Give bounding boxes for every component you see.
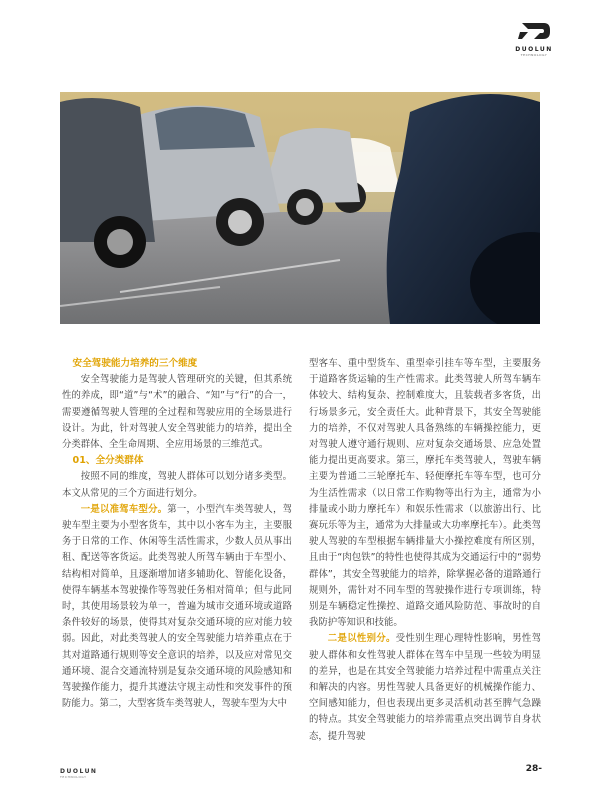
vehicle-type-text: 第一，小型汽车类驾驶人，驾驶车型主要为小型客货车，其中以小客车为主，主要服务于日常的工作、休闲等生活性需求，少数人员从事出租、配送等客货运。此类驾驶人所驾车辆由于车型小、结构相对简单，且逐渐增加诸多辅助化、智能化设备，使得车辆基本驾驶操作等驾驶任务相对简单；但与此同时，其使用场景较为单一，普遍为城市交通环境或道路条件较好的场景，使得其对复杂交通环境的应对能力较弱。因此，对此类驾驶人的安全驾驶能力培养重点在于其对道路通行规则等安全意识的培养，以及应对常见交通环境、混合交通流特别是复杂交通环境的风险感知和驾驶操作能力，提升其遵法守规主动性和突发事件的预防能力。第二，大型客货车类驾驶人，驾驶车型为大中 bbox=[62, 503, 292, 710]
parking-lot-cars-icon bbox=[60, 92, 540, 324]
page-footer bbox=[0, 758, 600, 800]
section1-paragraph-2 bbox=[62, 502, 292, 713]
page-number: 28- bbox=[525, 764, 542, 774]
section1-title: 01、全分类群体 bbox=[72, 455, 144, 467]
brand-logo-icon bbox=[514, 20, 554, 46]
brand-logo-top bbox=[510, 20, 558, 57]
section1-paragraph-1: 按照不同的维度，驾驶人群体可以划分诸多类型。本文从常见的三个方面进行划分。 bbox=[62, 471, 292, 499]
brand-name: DUOLUN bbox=[515, 46, 553, 53]
article-column-right bbox=[309, 356, 541, 745]
hero-image bbox=[60, 92, 540, 324]
col2-paragraph-2 bbox=[309, 631, 541, 744]
vehicle-type-highlight: 一是以准驾车型分。 bbox=[80, 503, 168, 515]
article-column-left bbox=[62, 356, 292, 712]
brand-logo-footer bbox=[60, 768, 97, 779]
footer-brand-name: DUOLUN bbox=[60, 768, 98, 775]
brand-tagline: TECHNOLOGY bbox=[520, 53, 548, 57]
article-title: 安全驾驶能力培养的三个维度 bbox=[72, 358, 198, 369]
gender-highlight: 二是以性别分。 bbox=[327, 633, 396, 645]
gender-text: 受性别生理心理特性影响，男性驾驶人群体和女性驾驶人群体在驾车中呈现一些较为明显的差异，也是在其安全驾驶能力培养过程中需重点关注和解决的内容。男性驾驶人具备更好的机械操作能力、空间感知能力，但也表现出更多灵活机动甚至脾气急躁的特点。其安全驾驶能力的培养需重点突出调节自身状态，提升驾驶 bbox=[309, 633, 541, 742]
footer-brand-tagline: TECHNOLOGY bbox=[60, 775, 87, 779]
col2-paragraph-1: 型客车、重中型货车、重型牵引挂车等车型，主要服务于道路客货运输的生产性需求。此类驾驶人所驾车辆车体较大、结构复杂、控制难度大，且装载者多客货，出行场景多元，安全责任大。此种背景下，其安全驾驶能力的培养，不仅对驾驶人具备熟练的车辆操控能力，更对驾驶人遵守通行规则、应对复杂交通场景、应急处置能力提出更高要求。第三，摩托车类驾驶人，驾驶车辆主要为普通二三轮摩托车、轻便摩托车等车型，也可分为生活性需求（以日常工作购物等出行为主，通常为小排量或小助力摩托车）和娱乐性需求（以旅游出行、比赛玩乐等为主，通常为大排量或大功率摩托车）。此类驾驶人驾驶的车型根据车辆排量大小操控难度有所区别，且由于“肉包铁”的特性也使得其成为交通运行中的“弱势群体”，其安全驾驶能力的培养，除掌握必备的道路通行规则外，需针对不同车型的驾驶操作进行专项训练，特别是车辆稳定性操控、道路交通风险防范、事故时的自我防护等知识和技能。 bbox=[309, 358, 541, 629]
article-intro: 安全驾驶能力是驾驶人管理研究的关键，但其系统性的养成，即“道”与“术”的融合、“知”与“行”的合一，需要遵循驾驶人管理的全过程和驾驶应用的全场景进行设计。为此，针对驾驶人安全驾驶能力的培养，提出全分类群体、全生命周期、全应用场景的三维范式。 bbox=[62, 374, 292, 451]
